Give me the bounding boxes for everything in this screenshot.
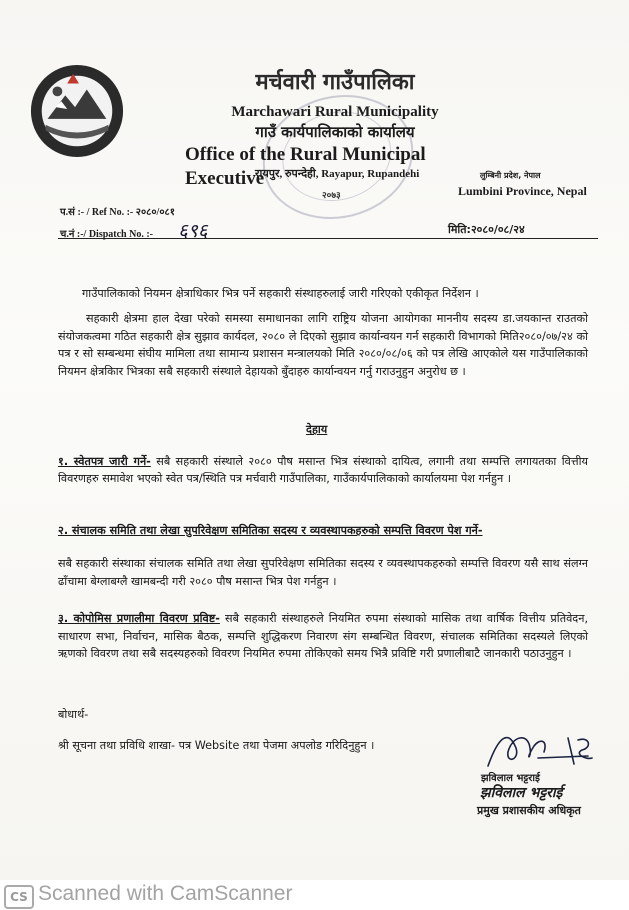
camscanner-logo-icon: CS: [4, 885, 34, 909]
province-english: Lumbini Province, Nepal: [458, 184, 587, 198]
municipality-emblem-icon: [28, 62, 126, 160]
directive-1-text: सबै सहकारी संस्थाले २०८० पौष मसान्त भित्र संस्थाको दायित्व, लगानी तथा सम्पत्ति लगायतका वित्तीय विवरणहरु समावेश भएको स्वेत पत्र/स्थिति पत्र मर्चवारी गाउँपालिका, गाउँकार्यपालिकाको कार्यालयमा पेश गर्नहुन ।: [58, 455, 588, 485]
handwritten-signature: [478, 718, 598, 778]
reference-number: प.सं :- / Ref No. :- २०८०/०८१: [60, 207, 175, 218]
intro-paragraph: सहकारी क्षेत्रमा हाल देखा परेको समस्या समाधानका लागि राष्ट्रिय योजना आयोगका माननीय सदस्य डा.जयकान्त राउतको संयोजकत्वमा गठित सहकारी क्षेत्र सुझाव कार्यदल, २०८० ले दिएको सुझाव कार्यान्वयन गर्न सहकारी विभागको मिति२०८०/०७/२४ को पत्र र सो सम्बन्धमा संघीय मामिला तथा सामान्य प्रशासन मन्त्रालयको मिति २०८०/०८/०६ को पत्र लेखि आएकोले यस गाउँपालिकाको नियमन क्षेत्रकिार भित्रका सबै सहकारी संस्थाले देहायको बुँदाहरु कार्यान्वयन गर्नु गराउनुहुन अनुरोध छ ।: [58, 312, 588, 378]
directive-3-text: सबै सहकारी संस्थाहरुले नियमित रुपमा संस्थाको मासिक तथा वार्षिक वित्तीय प्रतिवेदन, साधारण सभा, निर्वाचन, मासिक बैठक, सम्पत्ति शुद्धिकरण निवारण संग सम्बन्धित विवरण, संचालक समितिका सदस्यले लिएको ऋणको विवरण तथा सबै सदस्यहरुको विवरण नियमित रुपमा तोकिएको समय भित्रै प्रविष्टि गरी प्रणालीबाटै जानकारी पठाउनुहुन ।: [58, 612, 588, 661]
letter-date: मिति:२०८०/०८/२४: [448, 223, 525, 236]
signatory-name: झविलाल भट्टराई: [480, 785, 563, 801]
letterhead-header: [170, 70, 500, 142]
cc-label: बोधार्थ-: [58, 708, 89, 721]
directive-2-heading-line: [58, 522, 588, 539]
office-address: रायपुर, रुपन्देही, Rayapur, Rupandehi: [255, 168, 420, 180]
directive-2-heading: २. संचालक समिति तथा लेखा सुपरिवेक्षण समितिका सदस्य र व्यवस्थापकहरुको सम्पत्ति विवरण पेश गर्ने-: [58, 524, 483, 537]
dispatch-number-handwritten: ६९६: [178, 220, 208, 242]
camscanner-watermark-text: Scanned with CamScanner: [38, 882, 293, 905]
signatory-title: प्रमुख प्रशासकीय अधिकृत: [477, 804, 581, 817]
office-name-nepali: गाउँ कार्यपालिकाको कार्यालय: [255, 123, 415, 141]
municipality-name-nepali: मर्चवारी गाउँपालिका: [255, 70, 415, 95]
cc-recipient: श्री सूचना तथा प्रविधि शाखा- पत्र Website तथा पेजमा अपलोड गरिदिनुहुन ।: [58, 739, 375, 752]
section-heading: देहाय: [306, 423, 328, 436]
dispatch-label: च.नं :-/ Dispatch No. :-: [60, 229, 154, 240]
directive-2-text: सबै सहकारी संस्थाका संचालक समिति तथा लेखा सुपरिवेक्षण समितिका सदस्य र व्यवस्थापकहरुको सम्पत्ति विवरण यसै साथ संलग्न ढाँचामा बेग्लाबग्लै खामबन्दी गरी २०८० पौष मसान्त भित्र पेश गर्नहुन ।: [58, 557, 588, 588]
signatory-name-small: झविलाल भट्टराई: [481, 773, 540, 784]
stamp-year: २०७३: [322, 191, 341, 201]
directive-3: [58, 610, 588, 663]
directive-3-heading: ३. कोपोमिस प्रणालीमा विवरण प्रविष्ट-: [58, 612, 220, 625]
directive-1-heading: १. स्वेतपत्र जारी गर्ने-: [58, 455, 151, 468]
header-divider: [58, 238, 598, 239]
office-name-english: Office of the Rural Municipal Executive: [185, 144, 426, 189]
province-nepali: लुम्बिनी प्रदेश, नेपाल: [480, 171, 541, 180]
directive-1: [58, 453, 588, 487]
municipality-name-english: Marchawari Rural Municipality: [231, 104, 439, 120]
letter-subject: गाउँपालिकाको नियमन क्षेत्राधिकार भित्र पर्ने सहकारी संस्थाहरुलाई जारी गरिएको एकीकृत निर्देशन ।: [82, 287, 479, 300]
